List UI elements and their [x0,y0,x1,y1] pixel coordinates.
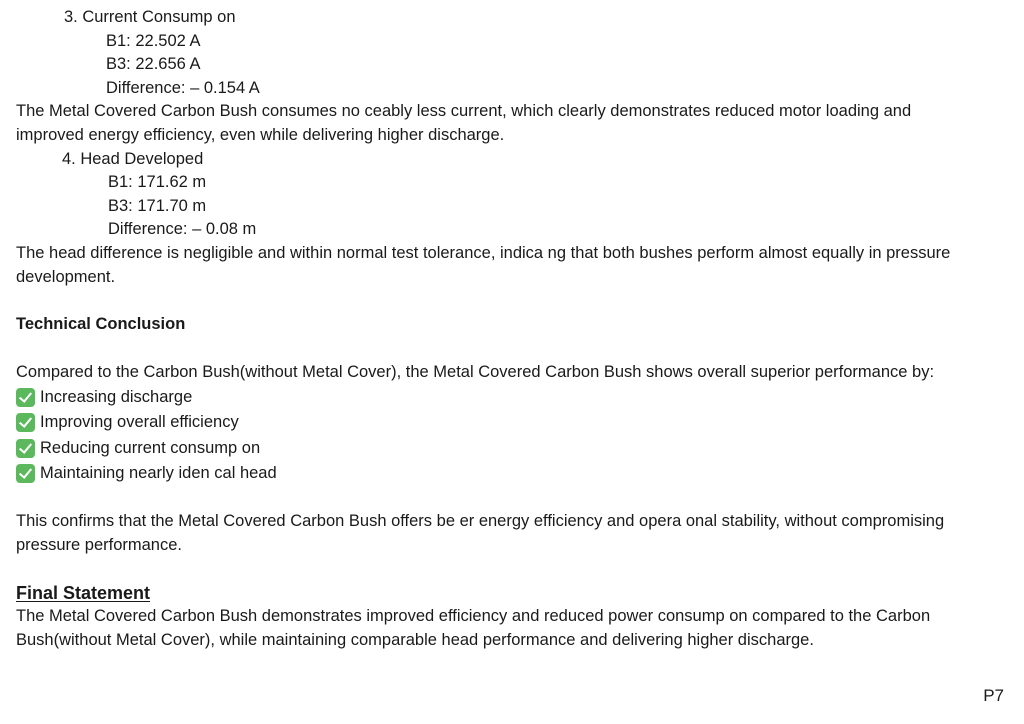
confirm-paragraph-line-1: This confirms that the Metal Covered Carbon Bush offers be er energy efficiency and opera onal stability, without compromising [16,512,945,531]
head-b1-value: B1: 171.62 m [108,173,207,192]
current-b3-value: B3: 22.656 A [106,55,201,74]
conclusion-item-label: Increasing discharge [40,387,193,406]
head-paragraph-line-2: development. [16,267,116,286]
conclusion-item-label: Reducing current consump on [40,438,261,457]
technical-conclusion-heading: Technical Conclusion [16,315,186,334]
current-paragraph-line-2: improved energy efficiency, even while delivering higher discharge. [16,125,505,144]
current-paragraph-line-1: The Metal Covered Carbon Bush consumes no ceably less current, which clearly demonstrates reduced motor loading and [16,102,912,121]
check-mark-icon [16,388,35,407]
document-page [16,6,1024,652]
check-mark-icon [16,464,35,483]
spacer [16,289,1024,313]
conclusion-list-item [16,435,1024,461]
current-consumption-heading: 3. Current Consump on [64,8,236,26]
head-difference-value: Difference: – 0.08 m [108,220,257,239]
conclusion-list-item [16,461,1024,487]
page-number: P7 [983,686,1004,705]
check-mark-icon [16,439,35,458]
final-statement-heading: Final Statement [16,582,151,603]
spacer [16,486,1024,510]
head-developed-heading: 4. Head Developed [62,149,204,168]
conclusion-item-label: Maintaining nearly iden cal head [40,464,277,483]
head-paragraph-line-1: The head difference is negligible and within normal test tolerance, indica ng that both bushes perform almost equally in pressure [16,243,951,262]
check-mark-icon [16,413,35,432]
current-difference-value: Difference: – 0.154 A [106,78,260,97]
head-b3-value: B3: 171.70 m [108,196,207,215]
final-statement-line-2: Bush(without Metal Cover), while maintaining comparable head performance and delivering higher discharge. [16,630,814,649]
spacer [16,337,1024,361]
confirm-paragraph-line-2: pressure performance. [16,535,182,554]
spacer [16,558,1024,582]
conclusion-list-item [16,384,1024,410]
current-b1-value: B1: 22.502 A [106,31,201,50]
technical-conclusion-intro: Compared to the Carbon Bush(without Metal Cover), the Metal Covered Carbon Bush shows overall superior performance by: [16,362,935,381]
conclusion-list-item [16,410,1024,436]
conclusion-item-label: Improving overall efficiency [40,413,239,432]
final-statement-line-1: The Metal Covered Carbon Bush demonstrates improved efficiency and reduced power consump on compared to the Carbon [16,607,931,626]
